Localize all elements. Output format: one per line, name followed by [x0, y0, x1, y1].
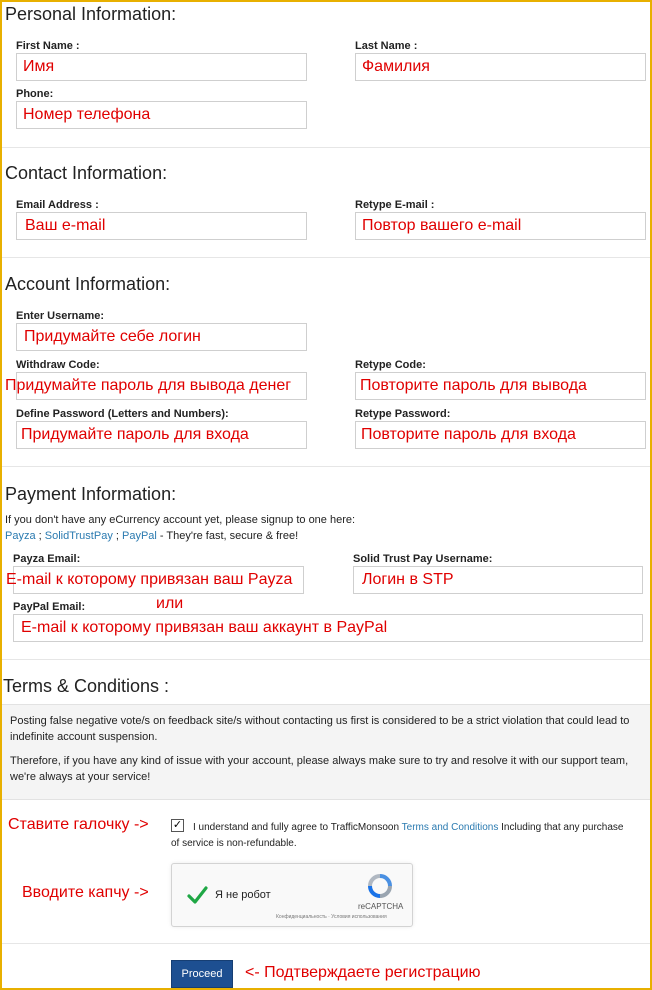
terms-paragraph: Posting false negative vote/s on feedback site/s without contacting us first is considered to be a strict violation that could lead to indefinite account suspension. — [10, 715, 630, 743]
withdraw-code-label: Withdraw Code: — [16, 359, 100, 371]
paypal-email-label: PayPal Email: — [13, 601, 86, 613]
solidtrustpay-link[interactable]: SolidTrustPay — [44, 530, 113, 542]
section-title-contact: Contact Information: — [5, 163, 168, 183]
payment-links — [5, 530, 298, 542]
withdraw-code-hint: Придумайте пароль для вывода денег — [5, 377, 292, 394]
section-title-account: Account Information: — [5, 274, 171, 294]
divider — [2, 943, 650, 944]
agree-suffix: Including that any purchase — [498, 822, 624, 833]
email-label: Email Address : — [16, 199, 99, 211]
payza-email-hint: E-mail к которому привязан ваш Payza — [6, 571, 293, 588]
recaptcha-widget[interactable] — [171, 863, 413, 927]
terms-box — [2, 704, 650, 800]
last-name-label: Last Name : — [355, 40, 418, 52]
section-title-personal: Personal Information: — [5, 4, 177, 24]
phone-hint: Номер телефона — [23, 106, 151, 123]
first-name-input[interactable] — [16, 53, 307, 81]
paypal-link[interactable]: PayPal — [121, 530, 157, 542]
check-hint: Ставите галочку -> — [8, 816, 149, 833]
stp-username-hint: Логин в STP — [362, 571, 454, 588]
email-hint: Ваш e-mail — [25, 217, 106, 234]
phone-label: Phone: — [16, 88, 54, 100]
recaptcha-footer: Конфиденциальность · Условия использования — [276, 914, 387, 920]
payza-link[interactable]: Payza — [5, 530, 36, 542]
payment-intro: If you don't have any eCurrency account yet, please signup to one here: — [5, 514, 356, 526]
link-separator: ; — [112, 530, 122, 542]
retype-email-label: Retype E-mail : — [355, 199, 435, 211]
username-label: Enter Username: — [16, 310, 105, 322]
terms-link[interactable]: Terms and Conditions — [401, 822, 499, 833]
first-name-label: First Name : — [16, 40, 80, 52]
section-title-terms: Terms & Conditions : — [3, 676, 170, 696]
password-hint: Придумайте пароль для входа — [21, 426, 249, 443]
password-label: Define Password (Letters and Numbers): — [16, 408, 229, 420]
payza-email-label: Payza Email: — [13, 553, 81, 565]
captcha-hint: Вводите капчу -> — [22, 884, 149, 901]
username-hint: Придумайте себе логин — [24, 328, 201, 345]
agree-prefix: I understand and fully agree to TrafficMonsoon — [193, 822, 402, 833]
checkmark-icon[interactable] — [186, 884, 208, 906]
or-hint: или — [156, 595, 184, 612]
divider — [2, 466, 650, 467]
submit-hint: <- Подтверждаете регистрацию — [245, 964, 481, 981]
agree-text — [193, 822, 623, 833]
stp-username-label: Solid Trust Pay Username: — [353, 553, 493, 565]
last-name-hint: Фамилия — [362, 58, 430, 75]
retype-password-label: Retype Password: — [355, 408, 451, 420]
divider — [2, 147, 650, 148]
recaptcha-label: Я не робот — [215, 889, 271, 901]
agree-text-line2: of service is non-refundable. — [171, 838, 297, 849]
retype-email-hint: Повтор вашего e-mail — [362, 217, 522, 234]
payment-tagline: - They're fast, secure & free! — [156, 530, 299, 542]
terms-paragraph: Therefore, if you have any kind of issue with your account, please always make sure to try and resolve it with our support team, we're always at your service! — [10, 755, 629, 783]
divider — [2, 659, 650, 660]
proceed-button[interactable]: Proceed — [171, 960, 233, 988]
paypal-email-hint: E-mail к которому привязан ваш аккаунт в PayPal — [21, 619, 388, 636]
agree-checkbox[interactable] — [171, 819, 184, 832]
recaptcha-brand: reCAPTCHA — [358, 902, 404, 911]
section-title-payment: Payment Information: — [5, 484, 177, 504]
checkmark-icon: ✓ — [172, 819, 183, 831]
link-separator: ; — [35, 530, 45, 542]
retype-code-hint: Повторите пароль для вывода — [360, 377, 587, 394]
retype-code-label: Retype Code: — [355, 359, 426, 371]
divider — [2, 257, 650, 258]
first-name-hint: Имя — [23, 58, 55, 75]
recaptcha-logo-icon — [367, 873, 393, 899]
retype-password-hint: Повторите пароль для входа — [361, 426, 576, 443]
